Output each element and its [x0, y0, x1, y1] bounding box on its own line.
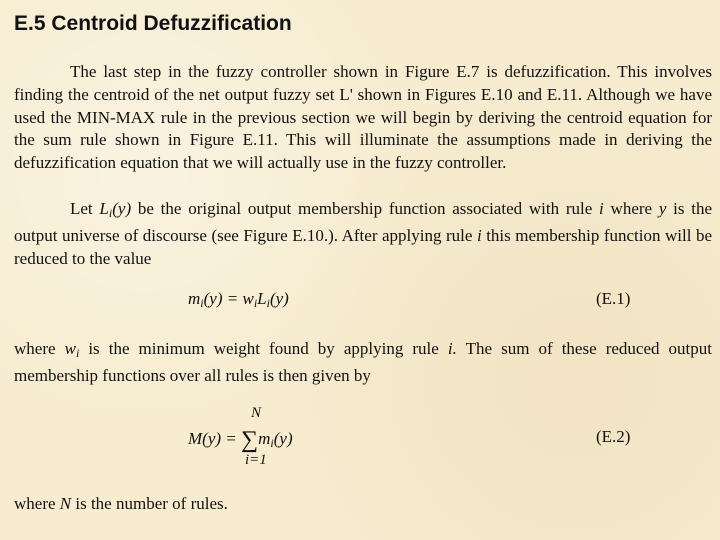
text-run: is the number of rules. — [71, 494, 228, 513]
text-run: this membership function will be reduced to the value — [14, 225, 712, 268]
math-subscript: i — [270, 436, 274, 450]
math-symbol: L — [257, 289, 267, 308]
text-run: is the minimum weight found by applying rule — [79, 339, 448, 358]
math-subscript: i — [75, 346, 80, 360]
math-n: N — [59, 494, 72, 513]
paragraph-n-definition — [14, 493, 712, 516]
math-i: i — [476, 225, 482, 245]
math-subscript: i — [266, 296, 270, 310]
math-argument: (y) — [112, 199, 132, 218]
math-subscript: i — [108, 206, 113, 220]
text-run: Let — [70, 199, 100, 218]
math-symbol: m — [188, 289, 201, 308]
sigma-symbol: ∑ — [241, 427, 259, 453]
text-run: where — [14, 494, 60, 513]
math-symbol: m — [258, 429, 271, 448]
text-run: be the original output membership function associated with rule — [131, 199, 600, 218]
equation-number-e2: (E.2) — [596, 427, 631, 446]
equation-e1 — [188, 289, 289, 311]
math-symbol: M(y) = — [188, 429, 242, 448]
text-run: where — [14, 339, 65, 358]
math-subscript: i — [200, 296, 204, 310]
math-symbol: (y) — [269, 289, 289, 308]
equation-number-e1: (E.1) — [596, 289, 631, 308]
paragraph-membership-definition — [14, 198, 712, 270]
section-title: E.5 Centroid Defuzzification — [14, 12, 292, 35]
math-wi — [65, 339, 80, 358]
math-symbol: (y) = w — [203, 289, 254, 308]
math-li-y — [99, 199, 131, 218]
math-symbol: L — [99, 199, 109, 218]
sum-lower-limit: i=1 — [245, 452, 267, 468]
math-symbol: (y) — [273, 429, 293, 448]
math-i: i — [599, 199, 604, 218]
equation-e2 — [188, 427, 293, 454]
math-symbol: w — [64, 339, 76, 358]
math-i: i. — [447, 339, 457, 358]
text-run: is the output universe of discourse (see Figure E.10.). After applying rule — [14, 199, 713, 245]
math-y: y — [658, 199, 667, 218]
sum-upper-limit: N — [251, 405, 262, 421]
paragraph-weight-sum — [14, 338, 712, 388]
text-run: where — [603, 199, 659, 218]
math-subscript: i — [253, 296, 258, 310]
text-run: The sum of these reduced output membership functions over all rules is then given by — [14, 339, 713, 385]
paragraph-defuzzification-intro: The last step in the fuzzy controller shown in Figure E.7 is defuzzification. This involves finding the centroid of the net output fuzzy set L' shown in Figures E.10 and E.11. Although we have used the MIN-MAX rule in the previous section we will begin by deriving the centroid equation for the sum rule shown in Figure E.11. This will illuminate the assumptions made in deriving the defuzzification equation that we will actually use in the fuzzy controller. — [14, 62, 712, 173]
